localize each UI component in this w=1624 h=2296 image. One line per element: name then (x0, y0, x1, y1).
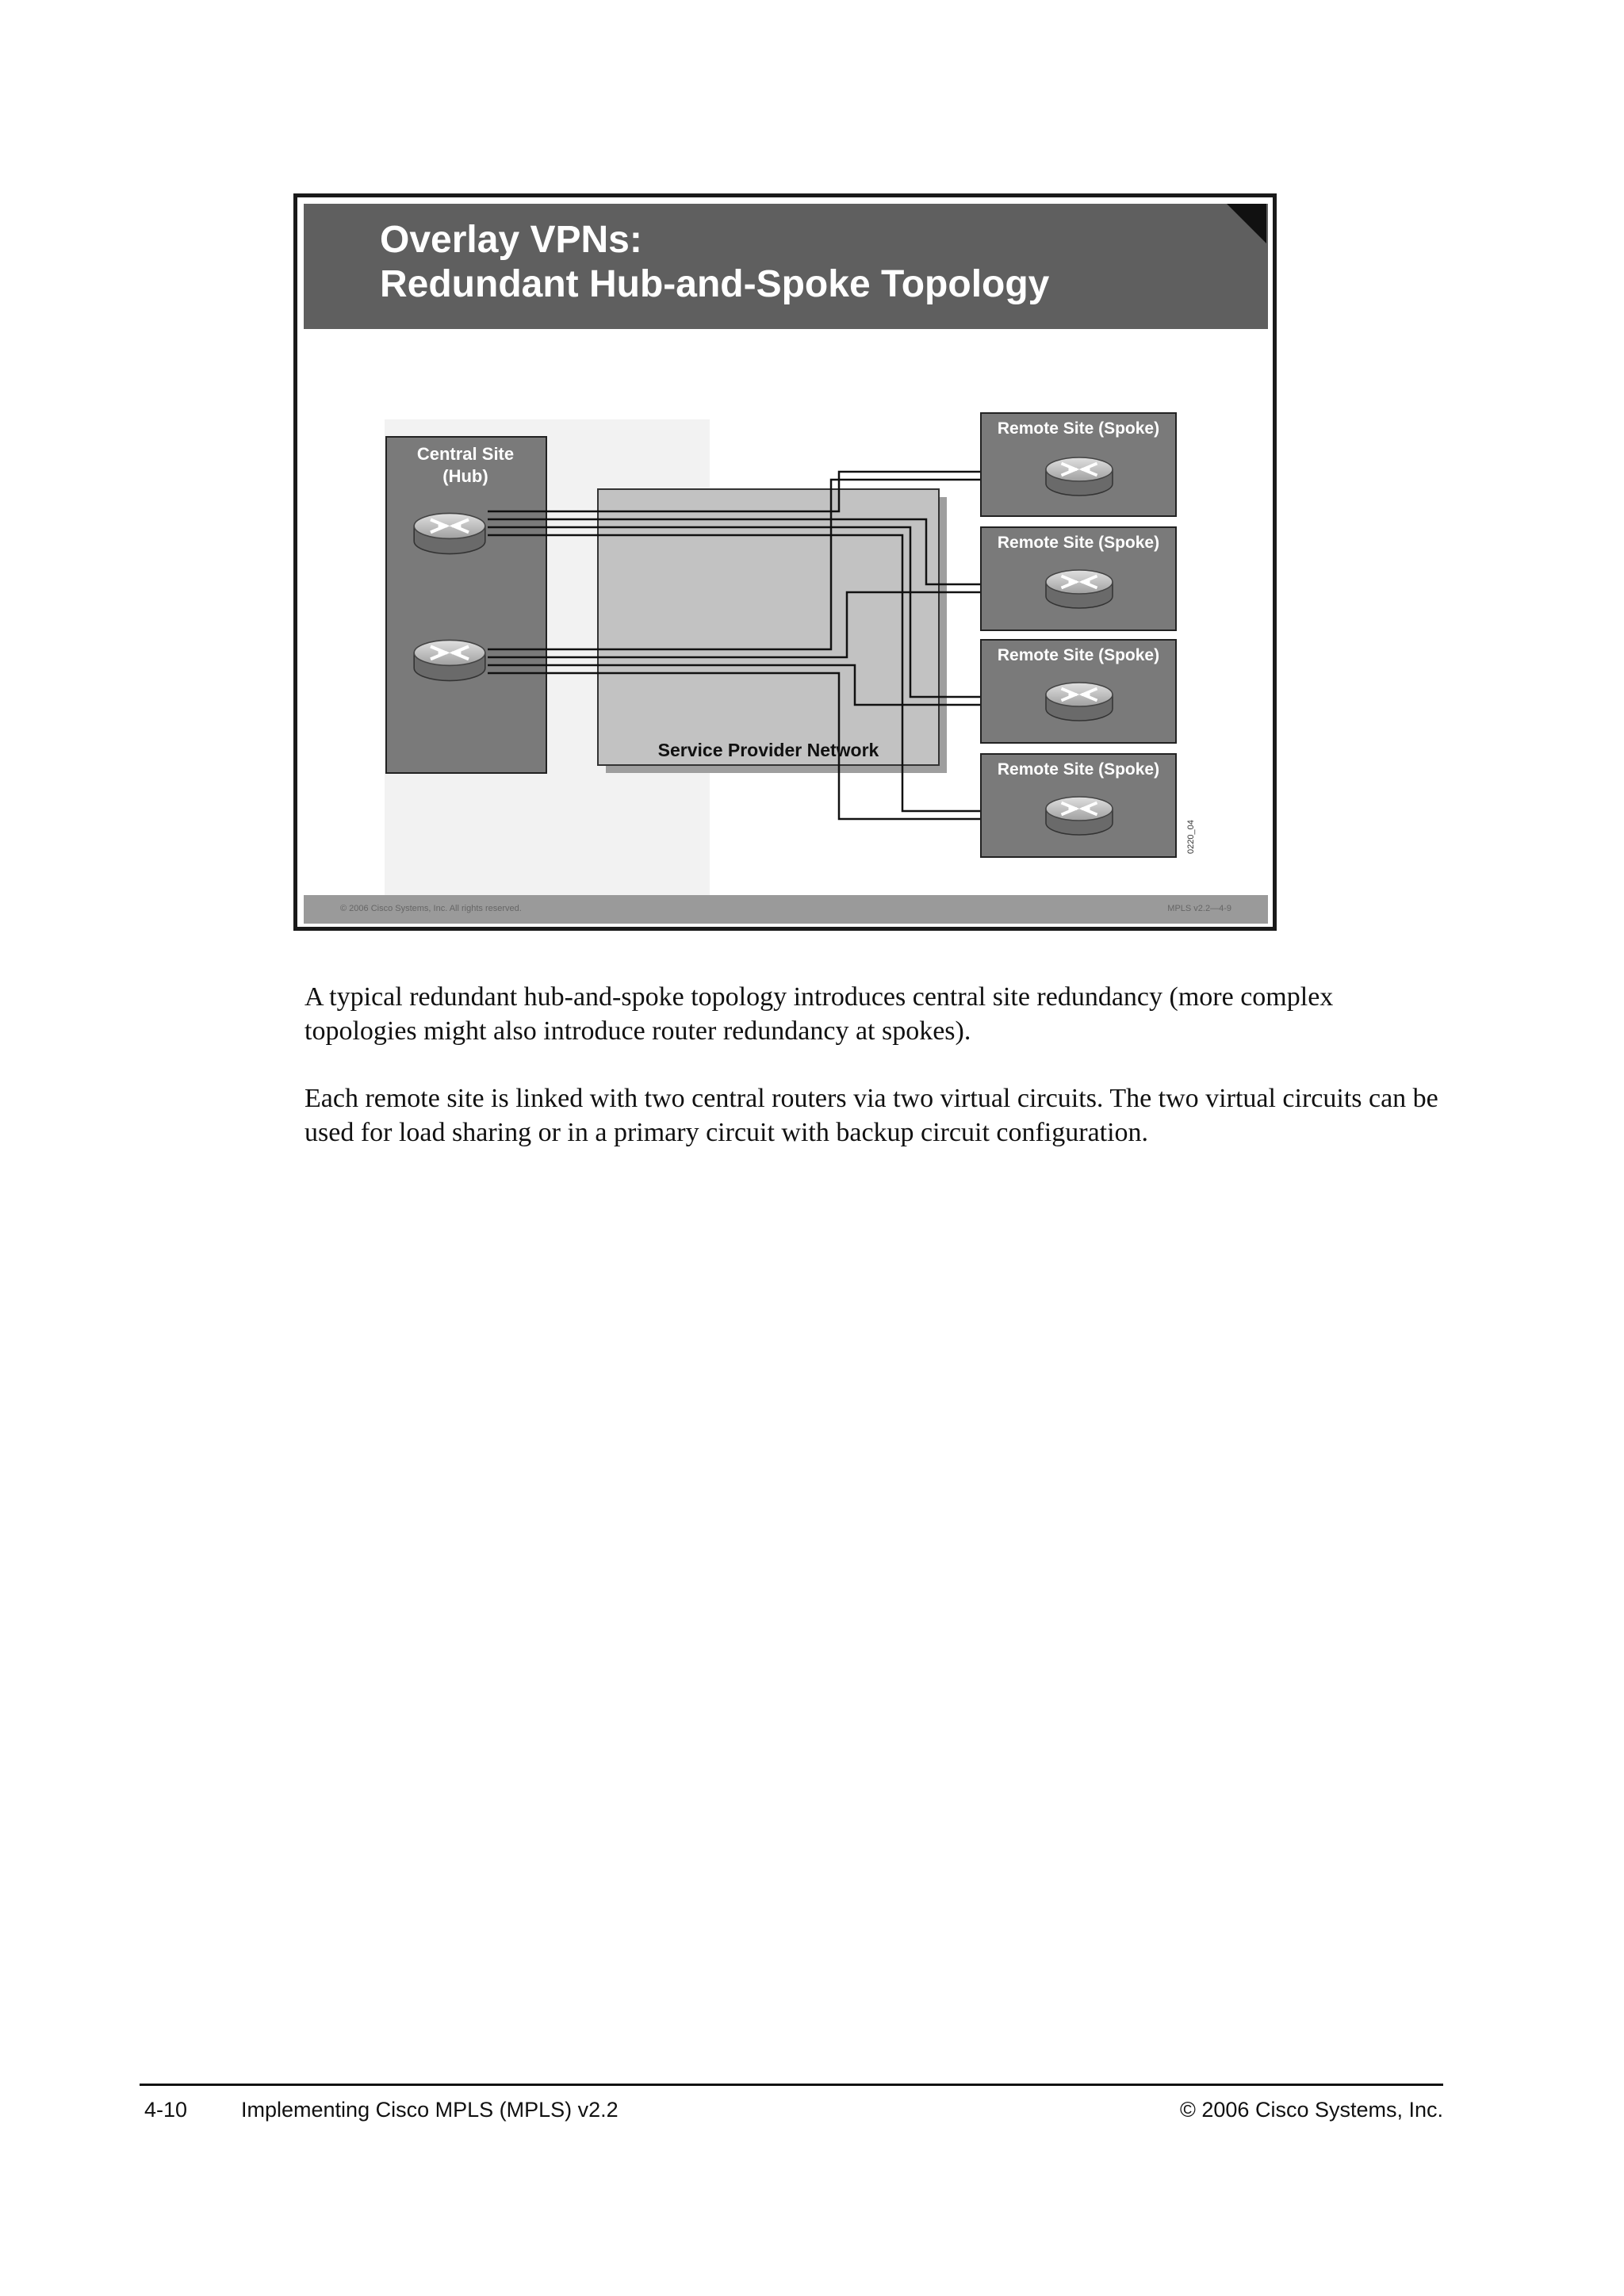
slide-footer (304, 895, 1268, 924)
spoke-label-3: Remote Site (Spoke) (997, 646, 1160, 664)
slide-title-line-2: Redundant Hub-and-Spoke Topology (380, 263, 1050, 305)
spoke-router-3-icon (1046, 683, 1113, 721)
slide-course-code: MPLS v2.2—4-9 (1167, 904, 1231, 913)
slide-copyright: © 2006 Cisco Systems, Inc. All rights reserved. (340, 904, 522, 913)
spoke-site-3 (981, 640, 1176, 743)
spoke-router-4-icon (1046, 797, 1113, 835)
central-site-label-1: Central Site (416, 444, 515, 464)
spoke-site-2 (981, 527, 1176, 630)
slide-title-line-1: Overlay VPNs: (380, 219, 642, 261)
spoke-router-2-icon (1046, 570, 1113, 608)
hub-router-1-icon (414, 513, 485, 553)
slide (293, 193, 1277, 931)
page-copyright: © 2006 Cisco Systems, Inc. (1179, 2098, 1443, 2122)
spoke-label-4: Remote Site (Spoke) (997, 760, 1160, 779)
central-site (386, 437, 546, 773)
spoke-label-1: Remote Site (Spoke) (997, 419, 1160, 438)
sp-network-label: Service Provider Network (657, 740, 879, 760)
spoke-site-1 (981, 413, 1176, 516)
topology-diagram (297, 197, 1273, 927)
figure-id: 0220_04 (1186, 820, 1196, 854)
page-number: 4-10 (144, 2098, 188, 2122)
spoke-router-1-icon (1046, 457, 1113, 496)
sp-network (598, 489, 947, 773)
footer-rule (140, 2084, 1443, 2086)
spoke-site-4 (981, 754, 1176, 857)
body-paragraph-2: Each remote site is linked with two central routers via two virtual circuits. The two virtual circuits can be used for load sharing or in a primary circuit with backup circuit configuration. (304, 1084, 1438, 1147)
spoke-label-2: Remote Site (Spoke) (997, 534, 1160, 552)
central-site-label-2: (Hub) (442, 466, 488, 486)
hub-router-2-icon (414, 640, 485, 680)
book-title: Implementing Cisco MPLS (MPLS) v2.2 (241, 2098, 619, 2122)
body-paragraph-1: A typical redundant hub-and-spoke topology introduces central site redundancy (more complex topologies might also introduce router redundancy at spokes). (304, 982, 1334, 1046)
